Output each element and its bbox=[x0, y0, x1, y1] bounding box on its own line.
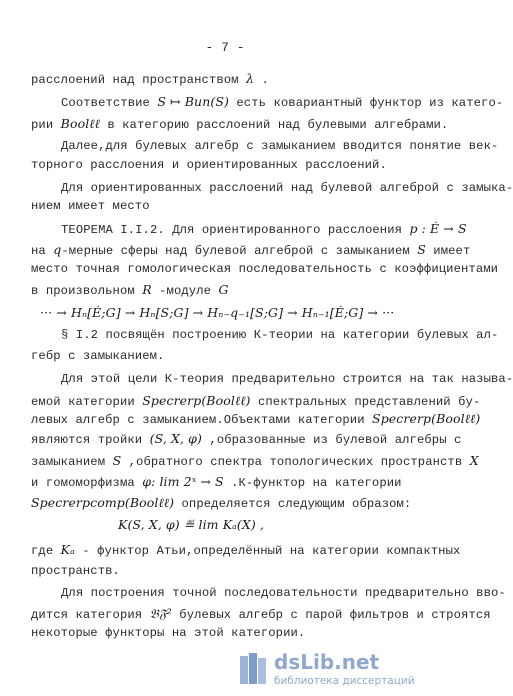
typed-text: Для ориентированных расслоений над булевой алгеброй с замыка- bbox=[61, 181, 513, 195]
text-line bbox=[31, 625, 305, 641]
handwritten-formula: ··· → Hₙ[Ė;G] → Hₙ[S;G] → Hₙ₋q₋₁[S;G] → Hₙ₋₁[Ė;G] → ··· bbox=[40, 305, 395, 320]
handwritten-formula: S ↦ Bun(S) bbox=[157, 94, 229, 109]
text-line bbox=[31, 282, 229, 299]
text-line bbox=[61, 585, 506, 601]
typed-text: Для этой цели К-теория предварительно строится на так называ- bbox=[61, 372, 513, 386]
typed-text: являются тройки bbox=[31, 433, 150, 447]
typed-text: . bbox=[254, 73, 269, 87]
typed-text: емой категории bbox=[31, 395, 143, 409]
text-line bbox=[31, 542, 460, 559]
typed-text: .К-функтор на категории bbox=[223, 476, 402, 490]
text-line bbox=[31, 474, 402, 491]
handwritten-formula: X bbox=[469, 453, 479, 468]
handwritten-formula: R bbox=[142, 282, 152, 297]
typed-text: нием имеет место bbox=[31, 199, 150, 213]
handwritten-formula: (S, X, φ) bbox=[149, 431, 202, 446]
handwritten-formula: λ bbox=[246, 71, 255, 86]
typed-text: где bbox=[31, 544, 61, 558]
handwritten-formula: G bbox=[218, 282, 229, 297]
typed-text: спектральных представлений бу- bbox=[250, 395, 481, 409]
typed-text: Далее,для булевых алгебр с замыканием вводится понятие век- bbox=[61, 139, 499, 153]
book-stack-icon bbox=[238, 652, 268, 686]
typed-text: на bbox=[31, 244, 54, 258]
handwritten-formula: S bbox=[417, 242, 426, 257]
handwritten-formula: Specrerp(Boolℓℓ) bbox=[142, 393, 251, 408]
typed-text: ,образованные из булевой алгебры с bbox=[201, 433, 462, 447]
text-line bbox=[61, 138, 498, 154]
typed-text: дится категория bbox=[31, 608, 150, 622]
text-line bbox=[40, 305, 394, 322]
text-line bbox=[31, 261, 498, 277]
text-line bbox=[31, 116, 448, 133]
typed-text: рии bbox=[31, 118, 61, 132]
handwritten-formula: S bbox=[112, 453, 122, 468]
text-line bbox=[31, 411, 480, 428]
text-line bbox=[31, 71, 269, 88]
text-line bbox=[61, 94, 503, 111]
handwritten-formula: q bbox=[53, 242, 62, 257]
typed-text: булевых алгебр с парой фильтров и строятся bbox=[171, 608, 491, 622]
text-line bbox=[61, 221, 467, 238]
typed-text: -мерные сферы над булевой алгеброй с замыканием bbox=[61, 244, 418, 258]
typed-text: гебр с замыканием. bbox=[31, 349, 165, 363]
typed-text: в категорию расслоений над булевыми алгебрами. bbox=[99, 118, 449, 132]
text-line bbox=[31, 393, 480, 410]
typed-text: торного расслоения и ориентированных расслоений. bbox=[31, 158, 387, 172]
typed-text: пространств. bbox=[31, 564, 120, 578]
text-line bbox=[31, 495, 411, 512]
typed-text: левых алгебр с замыканием.Объектами категории bbox=[31, 413, 373, 427]
handwritten-formula: Specrerp(Boolℓℓ) bbox=[372, 411, 481, 426]
typed-text: есть ковариантный функтор из катего- bbox=[228, 96, 504, 110]
text-line bbox=[31, 348, 164, 364]
typed-text: в произвольном bbox=[31, 284, 143, 298]
handwritten-formula: p : Ė → S bbox=[409, 221, 467, 236]
typed-text: § I.2 посвящён построению К-теории на категории булевых ал- bbox=[61, 328, 499, 342]
typed-text: имеет bbox=[425, 244, 471, 258]
text-line bbox=[31, 606, 491, 623]
page-number: - 7 - bbox=[205, 40, 245, 55]
typed-text: и гомоморфизма bbox=[31, 476, 143, 490]
text-line bbox=[61, 180, 513, 196]
typed-text: ,обратного спектра топологических пространств bbox=[121, 455, 470, 469]
typed-text: некоторые функторы на этой категории. bbox=[31, 626, 306, 640]
typed-text: место точная гомологическая последовательность с коэффициентами bbox=[31, 262, 499, 276]
typed-text: расслоений над пространством bbox=[31, 73, 246, 87]
text-line bbox=[31, 157, 387, 173]
handwritten-formula: Specrerpcomp(Boolℓℓ) bbox=[31, 495, 175, 510]
typed-text: -модуле bbox=[151, 284, 219, 298]
text-line bbox=[31, 453, 479, 470]
typed-text: Соответствие bbox=[61, 96, 158, 110]
typed-text: Для построения точной последовательности предварительно вво- bbox=[61, 586, 506, 600]
typed-text: - функтор Атьи,определённый на категории компактных bbox=[74, 544, 461, 558]
typed-text: определяется следующим образом: bbox=[174, 497, 412, 511]
text-line bbox=[31, 431, 461, 448]
text-line bbox=[61, 327, 498, 343]
text-line bbox=[31, 563, 120, 579]
typed-text: замыканием bbox=[31, 455, 113, 469]
handwritten-formula: Kₐ bbox=[60, 542, 75, 557]
typed-text: ТЕОРЕМА I.I.2. Для ориентированного расслоения bbox=[61, 223, 410, 237]
handwritten-formula: K(S, X, φ) ≝ lim Kₐ(X) , bbox=[118, 517, 265, 532]
watermark-brand: dsLib.net bbox=[274, 650, 380, 674]
handwritten-formula: Boolℓℓ bbox=[60, 116, 100, 131]
handwritten-formula: 𝔅𝔉² bbox=[149, 606, 172, 621]
watermark bbox=[238, 650, 438, 690]
watermark-subtitle: библиотека диссертаций bbox=[274, 675, 415, 687]
text-line bbox=[31, 242, 470, 259]
text-line bbox=[118, 517, 264, 534]
handwritten-formula: φ: lim 2ˣ → S bbox=[142, 474, 224, 489]
text-line bbox=[31, 198, 150, 214]
text-line bbox=[61, 371, 513, 387]
